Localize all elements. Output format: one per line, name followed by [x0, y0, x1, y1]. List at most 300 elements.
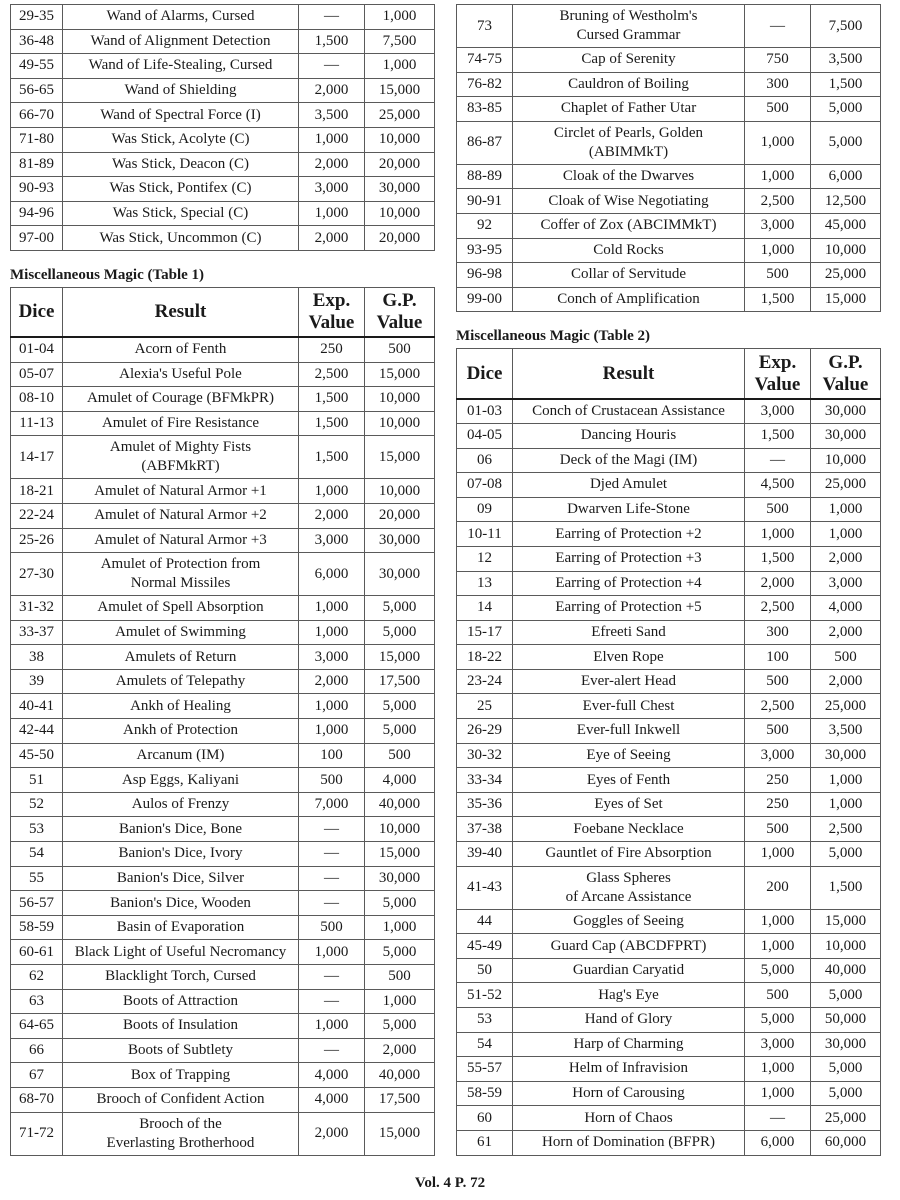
result-cell: Ever-full Inkwell — [513, 719, 745, 744]
dice-cell: 66 — [11, 1038, 63, 1063]
result-cell: Box of Trapping — [63, 1063, 299, 1088]
dice-cell: 63 — [11, 989, 63, 1014]
dice-cell: 01-03 — [457, 399, 513, 424]
gp-value-cell: 4,000 — [365, 768, 435, 793]
table-row — [11, 411, 435, 436]
exp-value-cell: 1,000 — [745, 238, 811, 263]
result-cell: Was Stick, Uncommon (C) — [63, 226, 299, 251]
gp-value-cell: 5,000 — [365, 596, 435, 621]
gp-value-cell: 15,000 — [811, 909, 881, 934]
dice-cell: 25 — [457, 694, 513, 719]
exp-value-cell: 1,000 — [745, 934, 811, 959]
exp-value-cell: 500 — [745, 497, 811, 522]
exp-value-cell: 1,000 — [745, 842, 811, 867]
result-cell: Wand of Spectral Force (I) — [63, 103, 299, 128]
table-row — [457, 620, 881, 645]
result-cell: Hag's Eye — [513, 983, 745, 1008]
result-cell: Was Stick, Pontifex (C) — [63, 177, 299, 202]
exp-value-cell: 500 — [745, 263, 811, 288]
table-row — [457, 1081, 881, 1106]
gp-value-cell: 2,000 — [811, 620, 881, 645]
gp-value-cell: 10,000 — [365, 201, 435, 226]
table-row — [11, 387, 435, 412]
header-gp-value — [365, 287, 435, 337]
result-cell: Amulet of Fire Resistance — [63, 411, 299, 436]
exp-value-cell: 3,000 — [299, 645, 365, 670]
exp-value-cell: — — [745, 1106, 811, 1131]
table-row — [457, 423, 881, 448]
exp-value-cell: — — [299, 817, 365, 842]
result-cell: Cauldron of Boiling — [513, 72, 745, 97]
table-row — [11, 479, 435, 504]
result-line-2: Everlasting Brotherhood — [106, 1134, 255, 1151]
exp-value-cell: 1,500 — [299, 411, 365, 436]
result-line-1: Amulet of Mighty Fists — [109, 439, 252, 456]
result-cell: Horn of Domination (BFPR) — [513, 1130, 745, 1155]
right-column — [456, 4, 880, 1156]
misc-table-1-title: Miscellaneous Magic (Table 1) — [10, 266, 205, 283]
dice-cell: 40-41 — [11, 694, 63, 719]
exp-value-cell: 1,000 — [745, 909, 811, 934]
gp-value-cell: 5,000 — [365, 940, 435, 965]
gp-value-cell: 30,000 — [811, 399, 881, 424]
gp-value-cell: 5,000 — [811, 1081, 881, 1106]
dice-cell: 71-80 — [11, 127, 63, 152]
dice-cell: 97-00 — [11, 226, 63, 251]
result-cell: Chaplet of Father Utar — [513, 97, 745, 122]
table-row — [11, 1014, 435, 1039]
result-cell: Ever-alert Head — [513, 669, 745, 694]
gp-value-cell: 30,000 — [811, 423, 881, 448]
table-row — [457, 399, 881, 424]
gp-value-cell: 6,000 — [811, 164, 881, 189]
dice-cell: 18-22 — [457, 645, 513, 670]
result-cell: Cold Rocks — [513, 238, 745, 263]
dice-cell: 90-91 — [457, 189, 513, 214]
table-row — [457, 121, 881, 164]
result-cell: Blacklight Torch, Cursed — [63, 965, 299, 990]
left-column — [10, 4, 434, 1156]
gp-value-cell: 15,000 — [365, 842, 435, 867]
result-cell: Coffer of Zox (ABCIMMkT) — [513, 213, 745, 238]
dice-cell: 11-13 — [11, 411, 63, 436]
exp-value-cell: 2,500 — [745, 189, 811, 214]
table-row — [457, 817, 881, 842]
exp-value-cell: 500 — [299, 768, 365, 793]
dice-cell: 56-57 — [11, 891, 63, 916]
gp-value-cell: 5,000 — [811, 121, 881, 164]
result-cell: Ever-full Chest — [513, 694, 745, 719]
dice-cell: 92 — [457, 213, 513, 238]
result-cell: Gauntlet of Fire Absorption — [513, 842, 745, 867]
table-row — [457, 448, 881, 473]
gp-value-cell: 500 — [365, 965, 435, 990]
exp-value-cell: 1,000 — [299, 1014, 365, 1039]
gp-value-cell: 30,000 — [365, 528, 435, 553]
dice-cell: 14 — [457, 596, 513, 621]
gp-value-cell: 3,000 — [811, 571, 881, 596]
exp-value-cell: — — [299, 1038, 365, 1063]
gp-value-cell: 5,000 — [365, 1014, 435, 1039]
header-gp-line2: Value — [376, 312, 423, 334]
exp-value-cell: 3,000 — [745, 213, 811, 238]
dice-cell: 90-93 — [11, 177, 63, 202]
result-line-1: Bruning of Westholm's — [559, 8, 698, 24]
misc-table-1 — [10, 287, 435, 1156]
dice-cell: 05-07 — [11, 362, 63, 387]
table-row — [11, 743, 435, 768]
header-dice: Dice — [11, 287, 63, 337]
dice-cell: 54 — [457, 1032, 513, 1057]
gp-value-cell: 20,000 — [365, 226, 435, 251]
dice-cell: 83-85 — [457, 97, 513, 122]
result-cell: Foebane Necklace — [513, 817, 745, 842]
dice-cell: 39 — [11, 669, 63, 694]
exp-value-cell: — — [299, 842, 365, 867]
table-body — [11, 5, 435, 251]
result-cell: Banion's Dice, Bone — [63, 817, 299, 842]
gp-value-cell: 1,500 — [811, 72, 881, 97]
dice-cell: 60 — [457, 1106, 513, 1131]
dice-cell: 99-00 — [457, 287, 513, 312]
table-body — [457, 5, 881, 312]
result-cell: Hand of Glory — [513, 1008, 745, 1033]
table-row — [11, 553, 435, 596]
dice-cell: 10-11 — [457, 522, 513, 547]
result-cell: Amulet of Spell Absorption — [63, 596, 299, 621]
dice-cell: 33-37 — [11, 620, 63, 645]
exp-value-cell: 250 — [745, 768, 811, 793]
table-row — [457, 1008, 881, 1033]
table-row — [11, 915, 435, 940]
exp-value-cell: 2,000 — [299, 152, 365, 177]
exp-value-cell: 750 — [745, 48, 811, 73]
result-cell: Boots of Attraction — [63, 989, 299, 1014]
exp-value-cell: 1,500 — [299, 29, 365, 54]
result-cell: Helm of Infravision — [513, 1057, 745, 1082]
gp-value-cell: 15,000 — [365, 436, 435, 479]
dice-cell: 44 — [457, 909, 513, 934]
gp-value-cell: 1,000 — [365, 54, 435, 79]
dice-cell: 62 — [11, 965, 63, 990]
table-row — [457, 842, 881, 867]
exp-value-cell: 500 — [745, 817, 811, 842]
result-cell: Earring of Protection +4 — [513, 571, 745, 596]
dice-cell: 68-70 — [11, 1087, 63, 1112]
result-cell: Guardian Caryatid — [513, 958, 745, 983]
header-result: Result — [63, 287, 299, 337]
dice-cell: 08-10 — [11, 387, 63, 412]
result-cell: Amulets of Telepathy — [63, 669, 299, 694]
result-cell: Wand of Life-Stealing, Cursed — [63, 54, 299, 79]
result-cell: Elven Rope — [513, 645, 745, 670]
exp-value-cell: 3,500 — [299, 103, 365, 128]
exp-value-cell: — — [299, 965, 365, 990]
result-cell: Wand of Alarms, Cursed — [63, 5, 299, 30]
gp-value-cell: 7,500 — [811, 5, 881, 48]
gp-value-cell: 7,500 — [365, 29, 435, 54]
dice-cell: 25-26 — [11, 528, 63, 553]
table-body — [457, 399, 881, 1155]
result-line-2: Normal Missiles — [130, 575, 231, 592]
exp-value-cell: 1,000 — [745, 522, 811, 547]
gp-value-cell: 3,500 — [811, 719, 881, 744]
dice-cell: 37-38 — [457, 817, 513, 842]
dice-cell: 51 — [11, 768, 63, 793]
dice-cell: 22-24 — [11, 503, 63, 528]
gp-value-cell: 50,000 — [811, 1008, 881, 1033]
table-row — [11, 201, 435, 226]
dice-cell: 81-89 — [11, 152, 63, 177]
dice-cell: 09 — [457, 497, 513, 522]
header-exp-line2: Value — [308, 312, 355, 334]
table-row — [457, 694, 881, 719]
table-row — [11, 1112, 435, 1155]
exp-value-cell: 1,000 — [299, 694, 365, 719]
header-exp-value — [745, 349, 811, 399]
exp-value-cell: 4,000 — [299, 1087, 365, 1112]
exp-value-cell: 2,000 — [299, 226, 365, 251]
gp-value-cell: 5,000 — [811, 1057, 881, 1082]
header-exp-line2: Value — [754, 373, 801, 395]
exp-value-cell: 1,500 — [745, 546, 811, 571]
result-cell: Goggles of Seeing — [513, 909, 745, 934]
exp-value-cell: 2,000 — [745, 571, 811, 596]
gp-value-cell: 5,000 — [811, 97, 881, 122]
gp-value-cell: 1,000 — [365, 5, 435, 30]
result-cell: Earring of Protection +3 — [513, 546, 745, 571]
dice-cell: 58-59 — [11, 915, 63, 940]
header-exp-value — [299, 287, 365, 337]
dice-cell: 66-70 — [11, 103, 63, 128]
result-cell: Boots of Subtlety — [63, 1038, 299, 1063]
result-cell: Basin of Evaporation — [63, 915, 299, 940]
result-cell: Was Stick, Acolyte (C) — [63, 127, 299, 152]
gp-value-cell: 10,000 — [811, 934, 881, 959]
exp-value-cell: 1,000 — [299, 201, 365, 226]
exp-value-cell: 3,000 — [299, 177, 365, 202]
table-row — [11, 768, 435, 793]
exp-value-cell: 5,000 — [745, 958, 811, 983]
gp-value-cell: 25,000 — [365, 103, 435, 128]
gp-value-cell: 30,000 — [365, 866, 435, 891]
result-cell: Was Stick, Special (C) — [63, 201, 299, 226]
exp-value-cell: 2,000 — [299, 669, 365, 694]
dice-cell: 67 — [11, 1063, 63, 1088]
exp-value-cell: 4,500 — [745, 473, 811, 498]
exp-value-cell: 5,000 — [745, 1008, 811, 1033]
result-line-1: Circlet of Pearls, Golden — [553, 124, 704, 141]
exp-value-cell: 1,000 — [299, 127, 365, 152]
header-exp-line1: Exp. — [758, 351, 797, 373]
dice-cell: 45-50 — [11, 743, 63, 768]
dice-cell: 45-49 — [457, 934, 513, 959]
exp-value-cell: — — [299, 54, 365, 79]
exp-value-cell: 1,000 — [745, 1057, 811, 1082]
exp-value-cell: 300 — [745, 72, 811, 97]
exp-value-cell: 1,000 — [299, 479, 365, 504]
gp-value-cell: 40,000 — [365, 792, 435, 817]
result-cell: Guard Cap (ABCDFPRT) — [513, 934, 745, 959]
dice-cell: 55 — [11, 866, 63, 891]
exp-value-cell: 2,000 — [299, 503, 365, 528]
result-cell: Cloak of Wise Negotiating — [513, 189, 745, 214]
dice-cell: 42-44 — [11, 719, 63, 744]
exp-value-cell: 1,000 — [299, 620, 365, 645]
gp-value-cell: 500 — [365, 743, 435, 768]
exp-value-cell: 1,000 — [299, 719, 365, 744]
table-row — [11, 965, 435, 990]
table-row — [457, 189, 881, 214]
dice-cell: 93-95 — [457, 238, 513, 263]
exp-value-cell: — — [299, 989, 365, 1014]
gp-value-cell: 10,000 — [365, 387, 435, 412]
result-cell: Amulet of Courage (BFMkPR) — [63, 387, 299, 412]
table-row — [457, 522, 881, 547]
result-cell: Collar of Servitude — [513, 263, 745, 288]
header-result: Result — [513, 349, 745, 399]
table-row — [457, 645, 881, 670]
table-row — [457, 571, 881, 596]
gp-value-cell: 60,000 — [811, 1130, 881, 1155]
gp-value-cell: 2,000 — [811, 546, 881, 571]
dice-cell: 74-75 — [457, 48, 513, 73]
header-gp-line1: G.P. — [382, 290, 417, 312]
table-row — [11, 362, 435, 387]
table-row — [457, 934, 881, 959]
gp-value-cell: 10,000 — [365, 411, 435, 436]
exp-value-cell: 250 — [299, 337, 365, 362]
gp-value-cell: 1,000 — [811, 497, 881, 522]
dice-cell: 27-30 — [11, 553, 63, 596]
table-row — [457, 866, 881, 909]
dice-cell: 29-35 — [11, 5, 63, 30]
table-row — [11, 940, 435, 965]
table-row — [457, 164, 881, 189]
table-row — [11, 5, 435, 30]
table-row — [11, 694, 435, 719]
exp-value-cell: 3,000 — [299, 528, 365, 553]
result-cell: Aulos of Frenzy — [63, 792, 299, 817]
exp-value-cell: 3,000 — [745, 1032, 811, 1057]
page-footer: Vol. 4 P. 72 — [414, 1175, 486, 1191]
gp-value-cell: 5,000 — [365, 620, 435, 645]
table-row — [457, 48, 881, 73]
table-row — [457, 909, 881, 934]
result-cell: Ankh of Protection — [63, 719, 299, 744]
table-row — [11, 78, 435, 103]
result-cell: Eyes of Set — [513, 792, 745, 817]
table-row — [11, 1063, 435, 1088]
dice-cell: 23-24 — [457, 669, 513, 694]
result-cell: Ankh of Healing — [63, 694, 299, 719]
result-line-1: Glass Spheres — [586, 869, 671, 886]
table-row — [11, 29, 435, 54]
table-row — [457, 473, 881, 498]
dice-cell: 26-29 — [457, 719, 513, 744]
misc-table-2 — [456, 348, 881, 1155]
dice-cell: 94-96 — [11, 201, 63, 226]
result-cell: Eyes of Fenth — [513, 768, 745, 793]
dice-cell: 51-52 — [457, 983, 513, 1008]
result-line-2: Cursed Grammar — [576, 27, 681, 43]
dice-cell: 30-32 — [457, 743, 513, 768]
result-line-1: Amulet of Protection from — [100, 556, 261, 573]
exp-value-cell: — — [745, 5, 811, 48]
dice-cell: 71-72 — [11, 1112, 63, 1155]
gp-value-cell: 5,000 — [811, 842, 881, 867]
result-cell: Harp of Charming — [513, 1032, 745, 1057]
table-row — [11, 528, 435, 553]
gp-value-cell: 20,000 — [365, 503, 435, 528]
exp-value-cell: 2,500 — [745, 694, 811, 719]
gp-value-cell: 12,500 — [811, 189, 881, 214]
gp-value-cell: 1,000 — [811, 792, 881, 817]
result-cell: Amulet of Natural Armor +3 — [63, 528, 299, 553]
dice-cell: 33-34 — [457, 768, 513, 793]
exp-value-cell: 250 — [745, 792, 811, 817]
table-row — [457, 546, 881, 571]
table-header — [11, 287, 435, 337]
gp-value-cell: 20,000 — [365, 152, 435, 177]
gp-value-cell: 17,500 — [365, 669, 435, 694]
gp-value-cell: 15,000 — [811, 287, 881, 312]
dice-cell: 12 — [457, 546, 513, 571]
gp-value-cell: 2,500 — [811, 817, 881, 842]
table-row — [457, 669, 881, 694]
result-cell: Cap of Serenity — [513, 48, 745, 73]
dice-cell: 35-36 — [457, 792, 513, 817]
dice-cell: 53 — [457, 1008, 513, 1033]
dice-cell: 56-65 — [11, 78, 63, 103]
result-cell: Earring of Protection +5 — [513, 596, 745, 621]
gp-value-cell: 30,000 — [365, 177, 435, 202]
gp-value-cell: 3,500 — [811, 48, 881, 73]
table-row — [11, 817, 435, 842]
dice-cell: 54 — [11, 842, 63, 867]
result-cell: Efreeti Sand — [513, 620, 745, 645]
table-row — [457, 1106, 881, 1131]
exp-value-cell: 1,500 — [745, 287, 811, 312]
result-cell: Amulets of Return — [63, 645, 299, 670]
table-row — [11, 989, 435, 1014]
table-row — [457, 97, 881, 122]
dice-cell: 04-05 — [457, 423, 513, 448]
gp-value-cell: 25,000 — [811, 263, 881, 288]
exp-value-cell: 2,000 — [299, 1112, 365, 1155]
result-line-2: (ABFMkRT) — [141, 458, 220, 475]
dice-cell: 50 — [457, 958, 513, 983]
gp-value-cell: 1,000 — [811, 768, 881, 793]
table-body — [11, 337, 435, 1155]
exp-value-cell: 2,000 — [299, 78, 365, 103]
header-dice: Dice — [457, 349, 513, 399]
table-row — [11, 669, 435, 694]
dice-cell: 38 — [11, 645, 63, 670]
gp-value-cell: 5,000 — [365, 719, 435, 744]
table-row — [457, 983, 881, 1008]
header-exp-line1: Exp. — [312, 290, 351, 312]
table-row — [11, 1038, 435, 1063]
gp-value-cell: 15,000 — [365, 362, 435, 387]
gp-value-cell: 4,000 — [811, 596, 881, 621]
exp-value-cell: 1,000 — [745, 121, 811, 164]
header-gp-line2: Value — [822, 373, 869, 395]
dice-cell: 41-43 — [457, 866, 513, 909]
table-row — [11, 792, 435, 817]
table-row — [457, 263, 881, 288]
gp-value-cell: 40,000 — [811, 958, 881, 983]
